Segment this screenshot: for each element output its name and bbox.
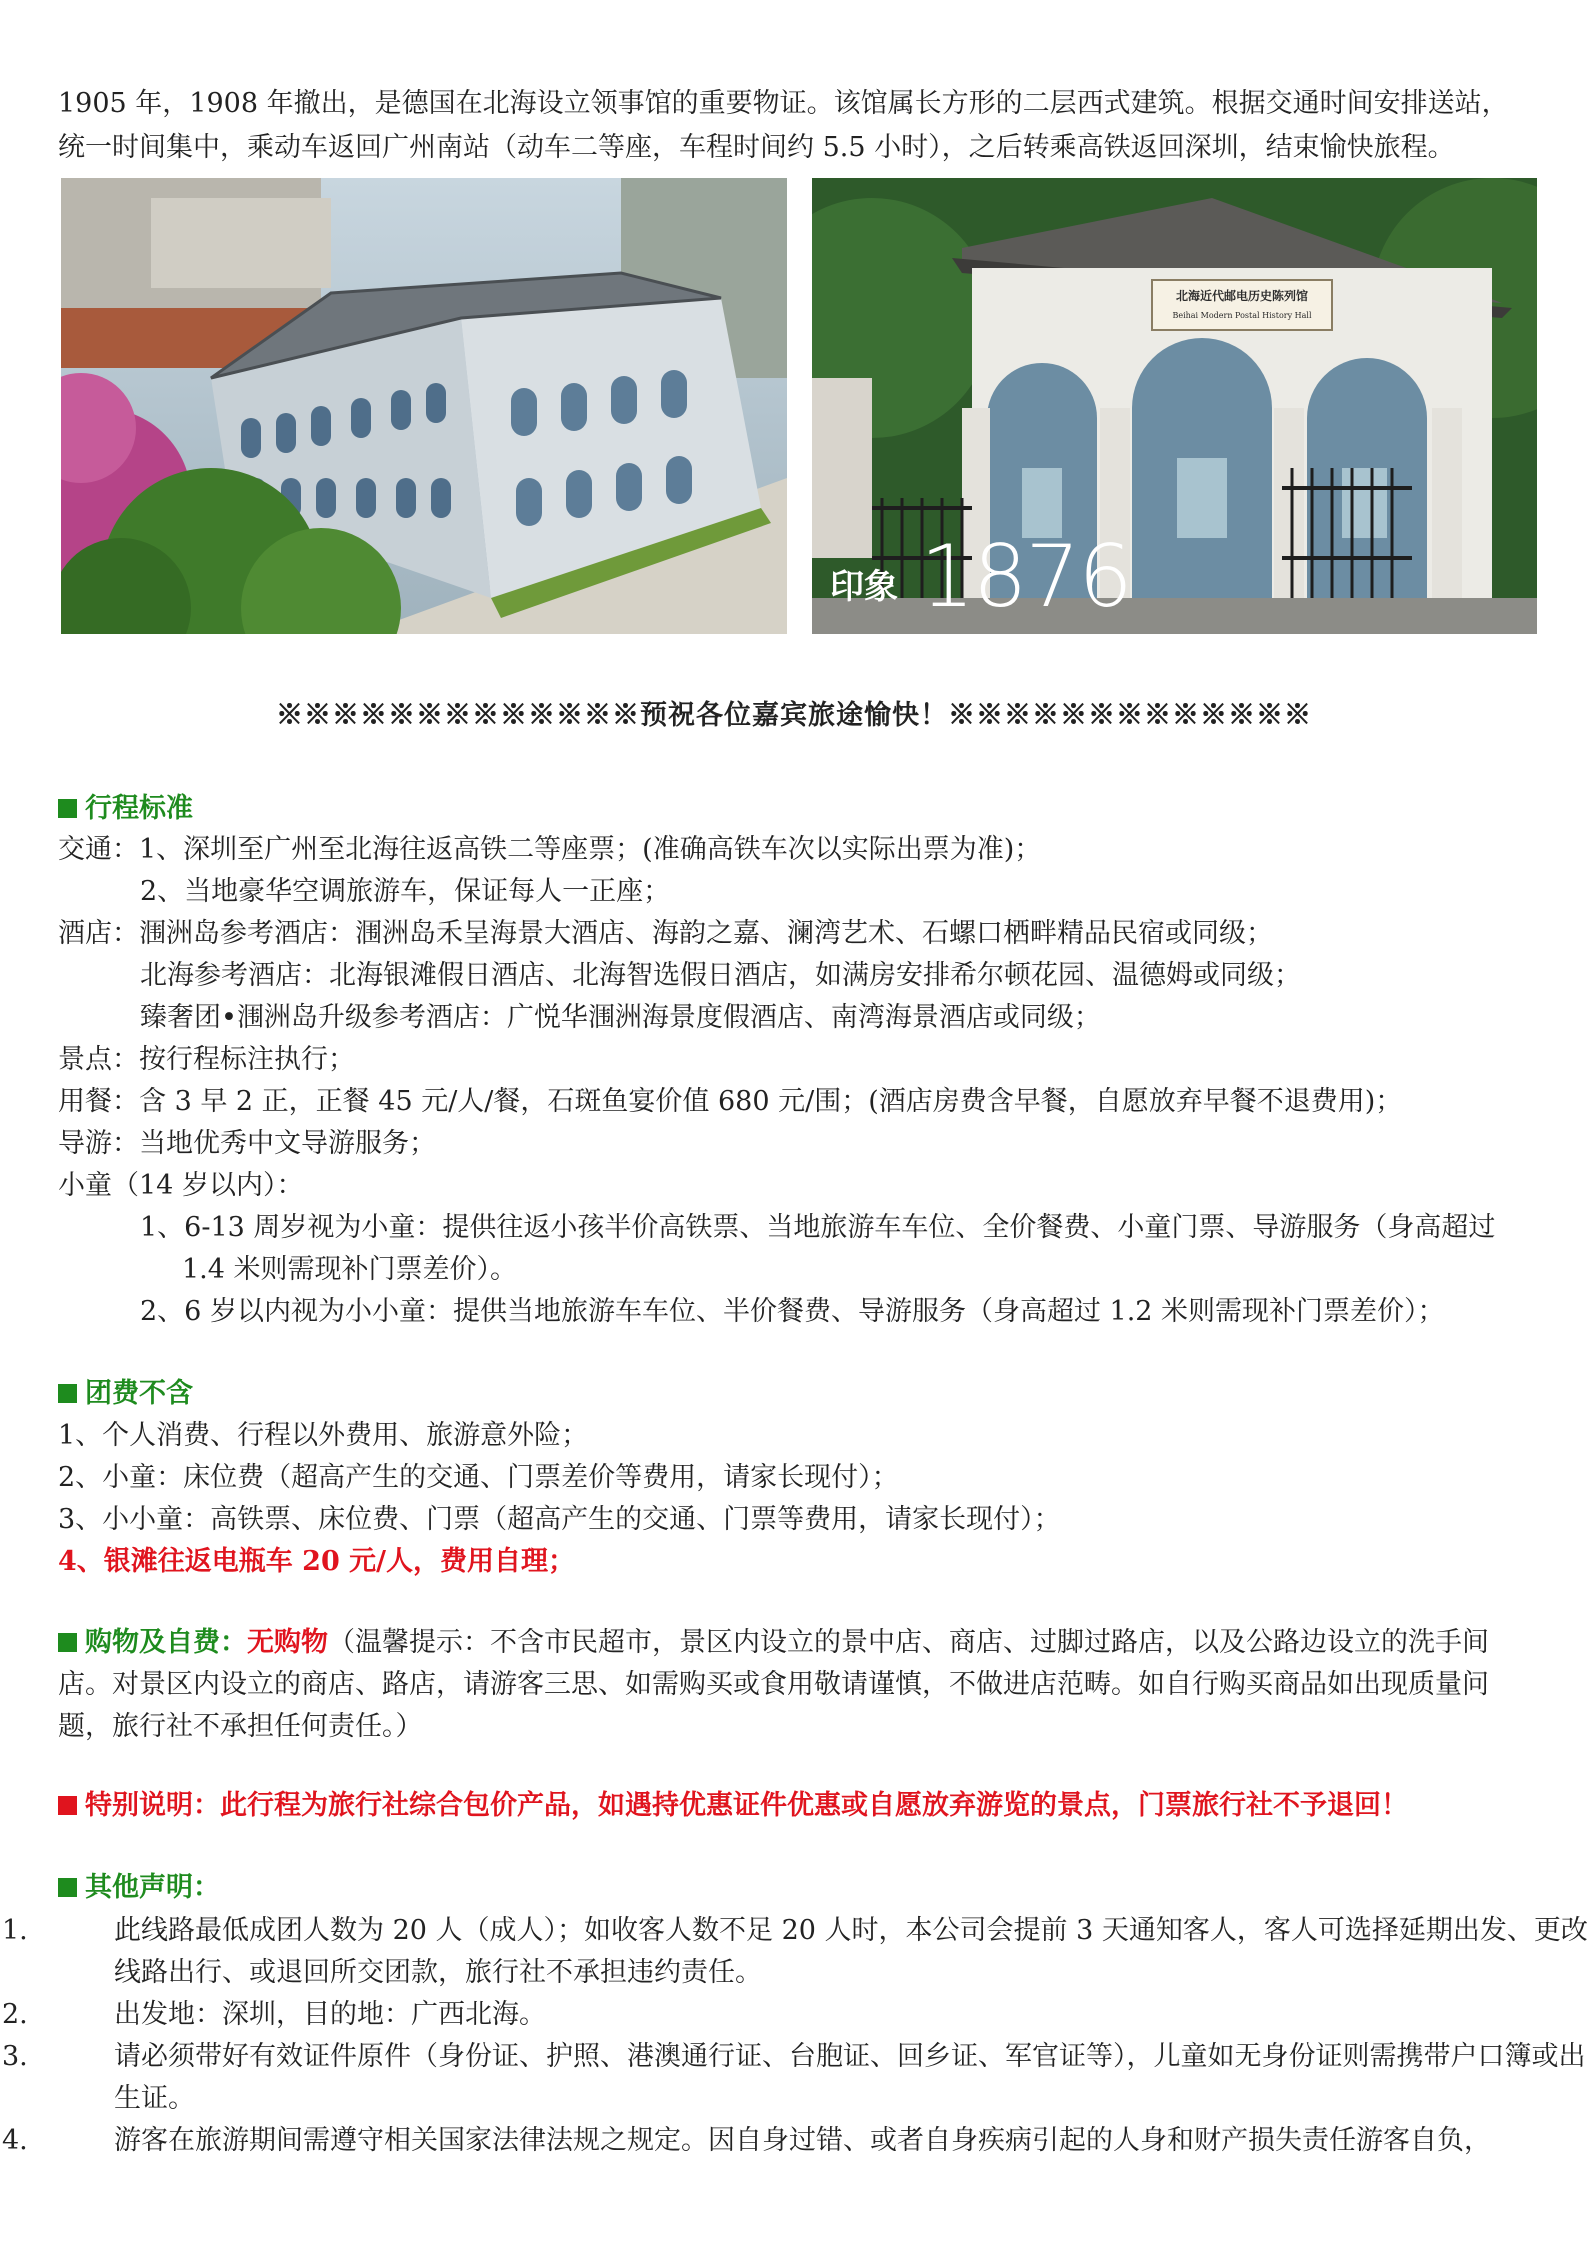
- watermark-text: 印象: [830, 567, 898, 607]
- standard-children-item-1-cont: 1.4 米则需现补门票差价）。: [182, 1254, 518, 1285]
- excluded-item-3: 3、小小童：高铁票、床位费、门票（超高产生的交通、门票等费用，请家长现付）；: [58, 1504, 1061, 1535]
- excluded-item-4-highlight: 4、银滩往返电瓶车 20 元/人，费用自理；: [58, 1546, 576, 1577]
- standard-hotel-line-3: 臻奢团•涠洲岛升级参考酒店：广悦华涠洲海景度假酒店、南湾海景酒店或同级；: [140, 1002, 1101, 1033]
- watermark-year: 1876: [920, 527, 1131, 627]
- green-square-bullet-icon: [58, 799, 77, 818]
- intro-line-1: 1905 年，1908 年撤出，是德国在北海设立领事馆的重要物证。该馆属长方形的二层西式建筑。根据交通时间安排送站，: [58, 88, 1509, 119]
- shopping-heading: 购物及自费：: [58, 1627, 247, 1658]
- others-item-2: 2. 出发地：深圳，目的地：广西北海。: [2, 1999, 546, 2030]
- excluded-heading: 团费不含: [58, 1374, 193, 1414]
- standard-children-item-2: 2、6 岁以内视为小小童：提供当地旅游车车位、半价餐费、导游服务（身高超过 1.2 米则需现补门票差价）；: [140, 1296, 1445, 1327]
- standard-heading: 行程标准: [58, 789, 193, 829]
- hall-sign-cn: 北海近代邮电历史陈列馆: [1175, 289, 1309, 303]
- standard-children-item-1: 1、6-13 周岁视为小童：提供往返小孩半价高铁票、当地旅游车车位、全价餐费、小童门票、导游服务（身高超过: [140, 1212, 1496, 1243]
- greeting-banner: ※※※※※※※※※※※※※预祝各位嘉宾旅途愉快！※※※※※※※※※※※※※: [276, 700, 1312, 731]
- postal-history-hall-photo: [812, 178, 1537, 634]
- standard-meals-line: 用餐：含 3 早 2 正，正餐 45 元/人/餐，石斑鱼宴价值 680 元/围；(酒店房费含早餐，自愿放弃早餐不退费用)；: [58, 1086, 1403, 1117]
- special-note: 特别说明：此行程为旅行社综合包价产品，如遇持优惠证件优惠或自愿放弃游览的景点，门票旅行社不予退回！: [58, 1786, 1408, 1826]
- others-item-3: 3. 请必须带好有效证件原件（身份证、护照、港澳通行证、台胞证、回乡证、军官证等），儿童如无身份证则需携带户口簿或出生证。: [2, 2041, 1586, 2114]
- others-item-4: 4. 游客在旅游期间需遵守相关国家法律法规之规定。因自身过错、或者自身疾病引起的人身和财产损失责任游客自负，: [2, 2125, 1491, 2156]
- standard-guide-line: 导游：当地优秀中文导游服务；: [58, 1128, 436, 1159]
- standard-transport-line-2: 2、当地豪华空调旅游车，保证每人一正座；: [140, 876, 671, 907]
- others-heading: 其他声明：: [58, 1868, 220, 1908]
- consulate-building-photo: [61, 178, 787, 634]
- excluded-item-1: 1、个人消费、行程以外费用、旅游意外险；: [58, 1420, 589, 1451]
- standard-transport-line: 交通：1、深圳至广州至北海往返高铁二等座票；(准确高铁车次以实际出票为准)；: [58, 834, 1042, 865]
- others-item-1: 1. 此线路最低成团人数为 20 人（成人）；如收客人数不足 20 人时，本公司会提前 3 天通知客人，客人可选择延期出发、更改线路出行、或退回所交团款，旅行社不承担违约责任。: [2, 1915, 1588, 1988]
- intro-line-2: 统一时间集中，乘动车返回广州南站（动车二等座，车程时间约 5.5 小时），之后转乘高铁返回深圳，结束愉快旅程。: [58, 132, 1455, 163]
- green-square-bullet-icon: [58, 1633, 77, 1652]
- standard-hotel-line: 酒店：涠洲岛参考酒店：涠洲岛禾呈海景大酒店、海韵之嘉、澜湾艺术、石螺口栖畔精品民宿或同级；: [58, 918, 1273, 949]
- hall-sign-en: Beihai Modern Postal History Hall: [1172, 311, 1312, 320]
- excluded-item-2: 2、小童：床位费（超高产生的交通、门票差价等费用，请家长现付）；: [58, 1462, 899, 1493]
- standard-sights-line: 景点：按行程标注执行；: [58, 1044, 355, 1075]
- standard-children-line: 小童（14 岁以内）：: [58, 1170, 304, 1201]
- red-square-bullet-icon: [58, 1796, 77, 1815]
- standard-hotel-line-2: 北海参考酒店：北海银滩假日酒店、北海智选假日酒店，如满房安排希尔顿花园、温德姆或同级；: [140, 960, 1301, 991]
- shopping-paragraph: [58, 1622, 1538, 1748]
- shopping-note: （温馨提示：不含市民超市，景区内设立的景中店、商店、过脚过路店，以及公路边设立的洗手间店。对景区内设立的商店、路店，请游客三思、如需购买或食用敬请谨慎，不做进店范畴。如自行购买商品如出现质量问题，旅行社不承担任何责任。）: [58, 1627, 1489, 1742]
- green-square-bullet-icon: [58, 1878, 77, 1897]
- no-shopping-label: 无购物: [247, 1627, 328, 1658]
- green-square-bullet-icon: [58, 1384, 77, 1403]
